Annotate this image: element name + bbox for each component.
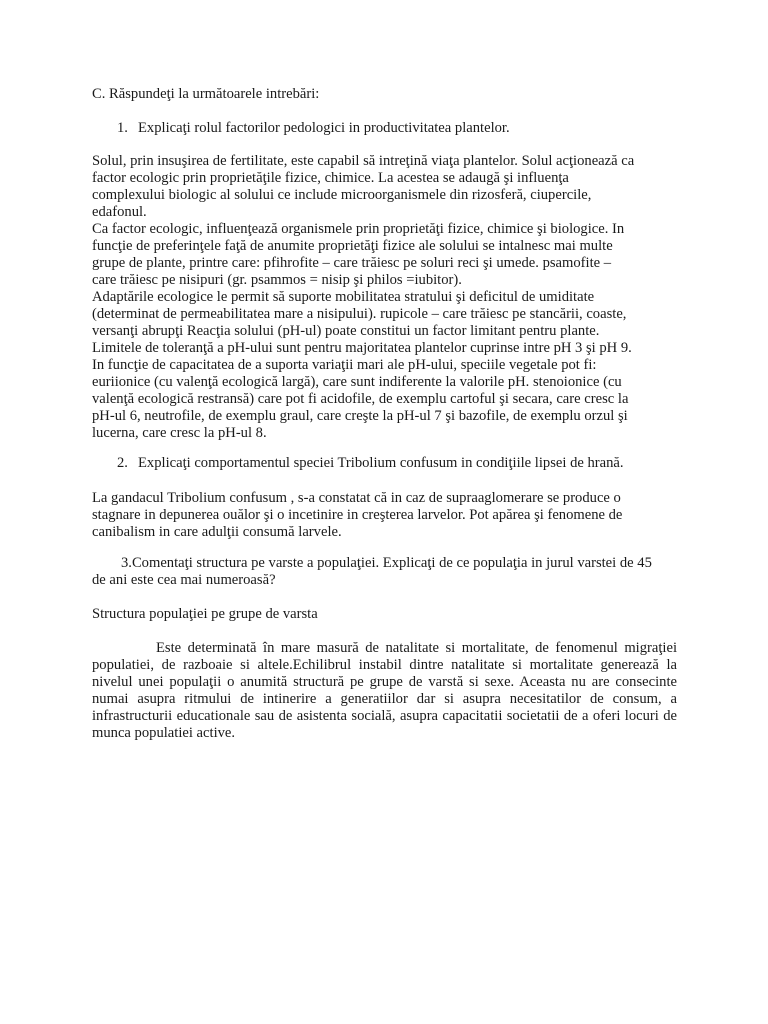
answer-1-line: lucerna, care cresc la pH-ul 8. xyxy=(92,425,267,441)
answer-1-line: valenţă ecologică restransă) care pot fi acidofile, de exemplu cartoful şi secara, care cresc la xyxy=(92,391,629,407)
question-2-number: 2. xyxy=(117,455,128,471)
answer-2: La gandacul Tribolium confusum , s-a constatat că in caz de supraaglomerare se produce o stagnare in depunerea ouălor şi o incetinire in creşterea larvelor. Pot apărea şi fenomene de canibalism in care adulţii consumă larvele. xyxy=(92,490,623,540)
question-3: 3.Comentaţi structura pe varste a populaţiei. Explicaţi de ce populaţia in jurul varstei de 45 de ani este cea mai numeroasă? xyxy=(92,555,652,588)
answer-1-line: factor ecologic prin proprietăţile fizice, chimice. La acestea se adaugă şi influenţa xyxy=(92,170,569,186)
answer-1-line: funcţie de preferinţele faţă de anumite proprietăţi fizice ale solului se intalnesc mai multe xyxy=(92,238,613,254)
question-1-number: 1. xyxy=(117,120,128,136)
answer-1-line: complexului biologic al solului ce include microorganismele din rizosferă, ciupercile, xyxy=(92,187,592,203)
section-heading: C. Răspundeţi la următoarele intrebări: xyxy=(92,86,320,102)
question-1-text: Explicaţi rolul factorilor pedologici in productivitatea plantelor. xyxy=(138,120,510,136)
answer-1-line: Solul, prin insuşirea de fertilitate, este capabil să intreţină viaţa plantelor. Solul acţionează ca xyxy=(92,153,635,169)
subsection-title: Structura populaţiei pe grupe de varsta xyxy=(92,606,318,622)
answer-1 xyxy=(92,153,672,442)
answer-1-line: versanţi abrupţi Reacţia solului (pH-ul) poate constitui un factor limitant pentru plante. xyxy=(92,323,600,339)
answer-1-line: euriionice (cu valenţă ecologică largă), care sunt indiferente la valorile pH. stenoionice (cu xyxy=(92,374,622,390)
answer-3: Este determinată în mare masură de natalitate si mortalitate, de fenomenul migraţiei populatiei, de razboaie si altele.Echilibrul instabil dintre natalitate si mortalitate generează la nivelul unei populaţii o anumită structură pe grupe de varstă si sexe. Aceasta nu are consecinte numai asupra ritmului de intinerire a generatiilor dar si asupra necesitatilor de consum, a infrastructurii educationale sau de asistenta socială, asupra capacitatii societatii de a oferi locuri de munca populatiei active. xyxy=(92,640,677,741)
answer-1-line: In funcţie de capacitatea de a suporta variaţii mari ale pH-ului, speciile vegetale pot fi: xyxy=(92,357,597,373)
answer-1-line: pH-ul 6, neutrofile, de exemplu graul, care creşte la pH-ul 7 şi bazofile, de exemplu orzul şi xyxy=(92,408,628,424)
answer-1-line: Limitele de toleranţă a pH-ului sunt pentru majoritatea plantelor cuprinse intre pH 3 şi pH 9. xyxy=(92,340,632,356)
answer-1-line: (determinat de permeabilitatea mare a nisipului). rupicole – care trăiesc pe stancării, coaste, xyxy=(92,306,627,322)
question-1 xyxy=(117,120,510,137)
question-2 xyxy=(117,455,624,472)
answer-1-line: Ca factor ecologic, influenţează organismele prin proprietăţi fizice, chimice şi biologice. In xyxy=(92,221,625,237)
answer-1-line: care trăiesc pe nisipuri (gr. psammos = nisip şi philos =iubitor). xyxy=(92,272,462,288)
answer-1-line: grupe de plante, printre care: pfihrofite – care trăiesc pe soluri reci şi umede. psamofite – xyxy=(92,255,612,271)
answer-1-line: Adaptările ecologice le permit să suporte mobilitatea stratului şi deficitul de umiditate xyxy=(92,289,595,305)
question-2-text: Explicaţi comportamentul speciei Tribolium confusum in condiţiile lipsei de hrană. xyxy=(138,455,624,471)
answer-1-line: edafonul. xyxy=(92,204,147,220)
